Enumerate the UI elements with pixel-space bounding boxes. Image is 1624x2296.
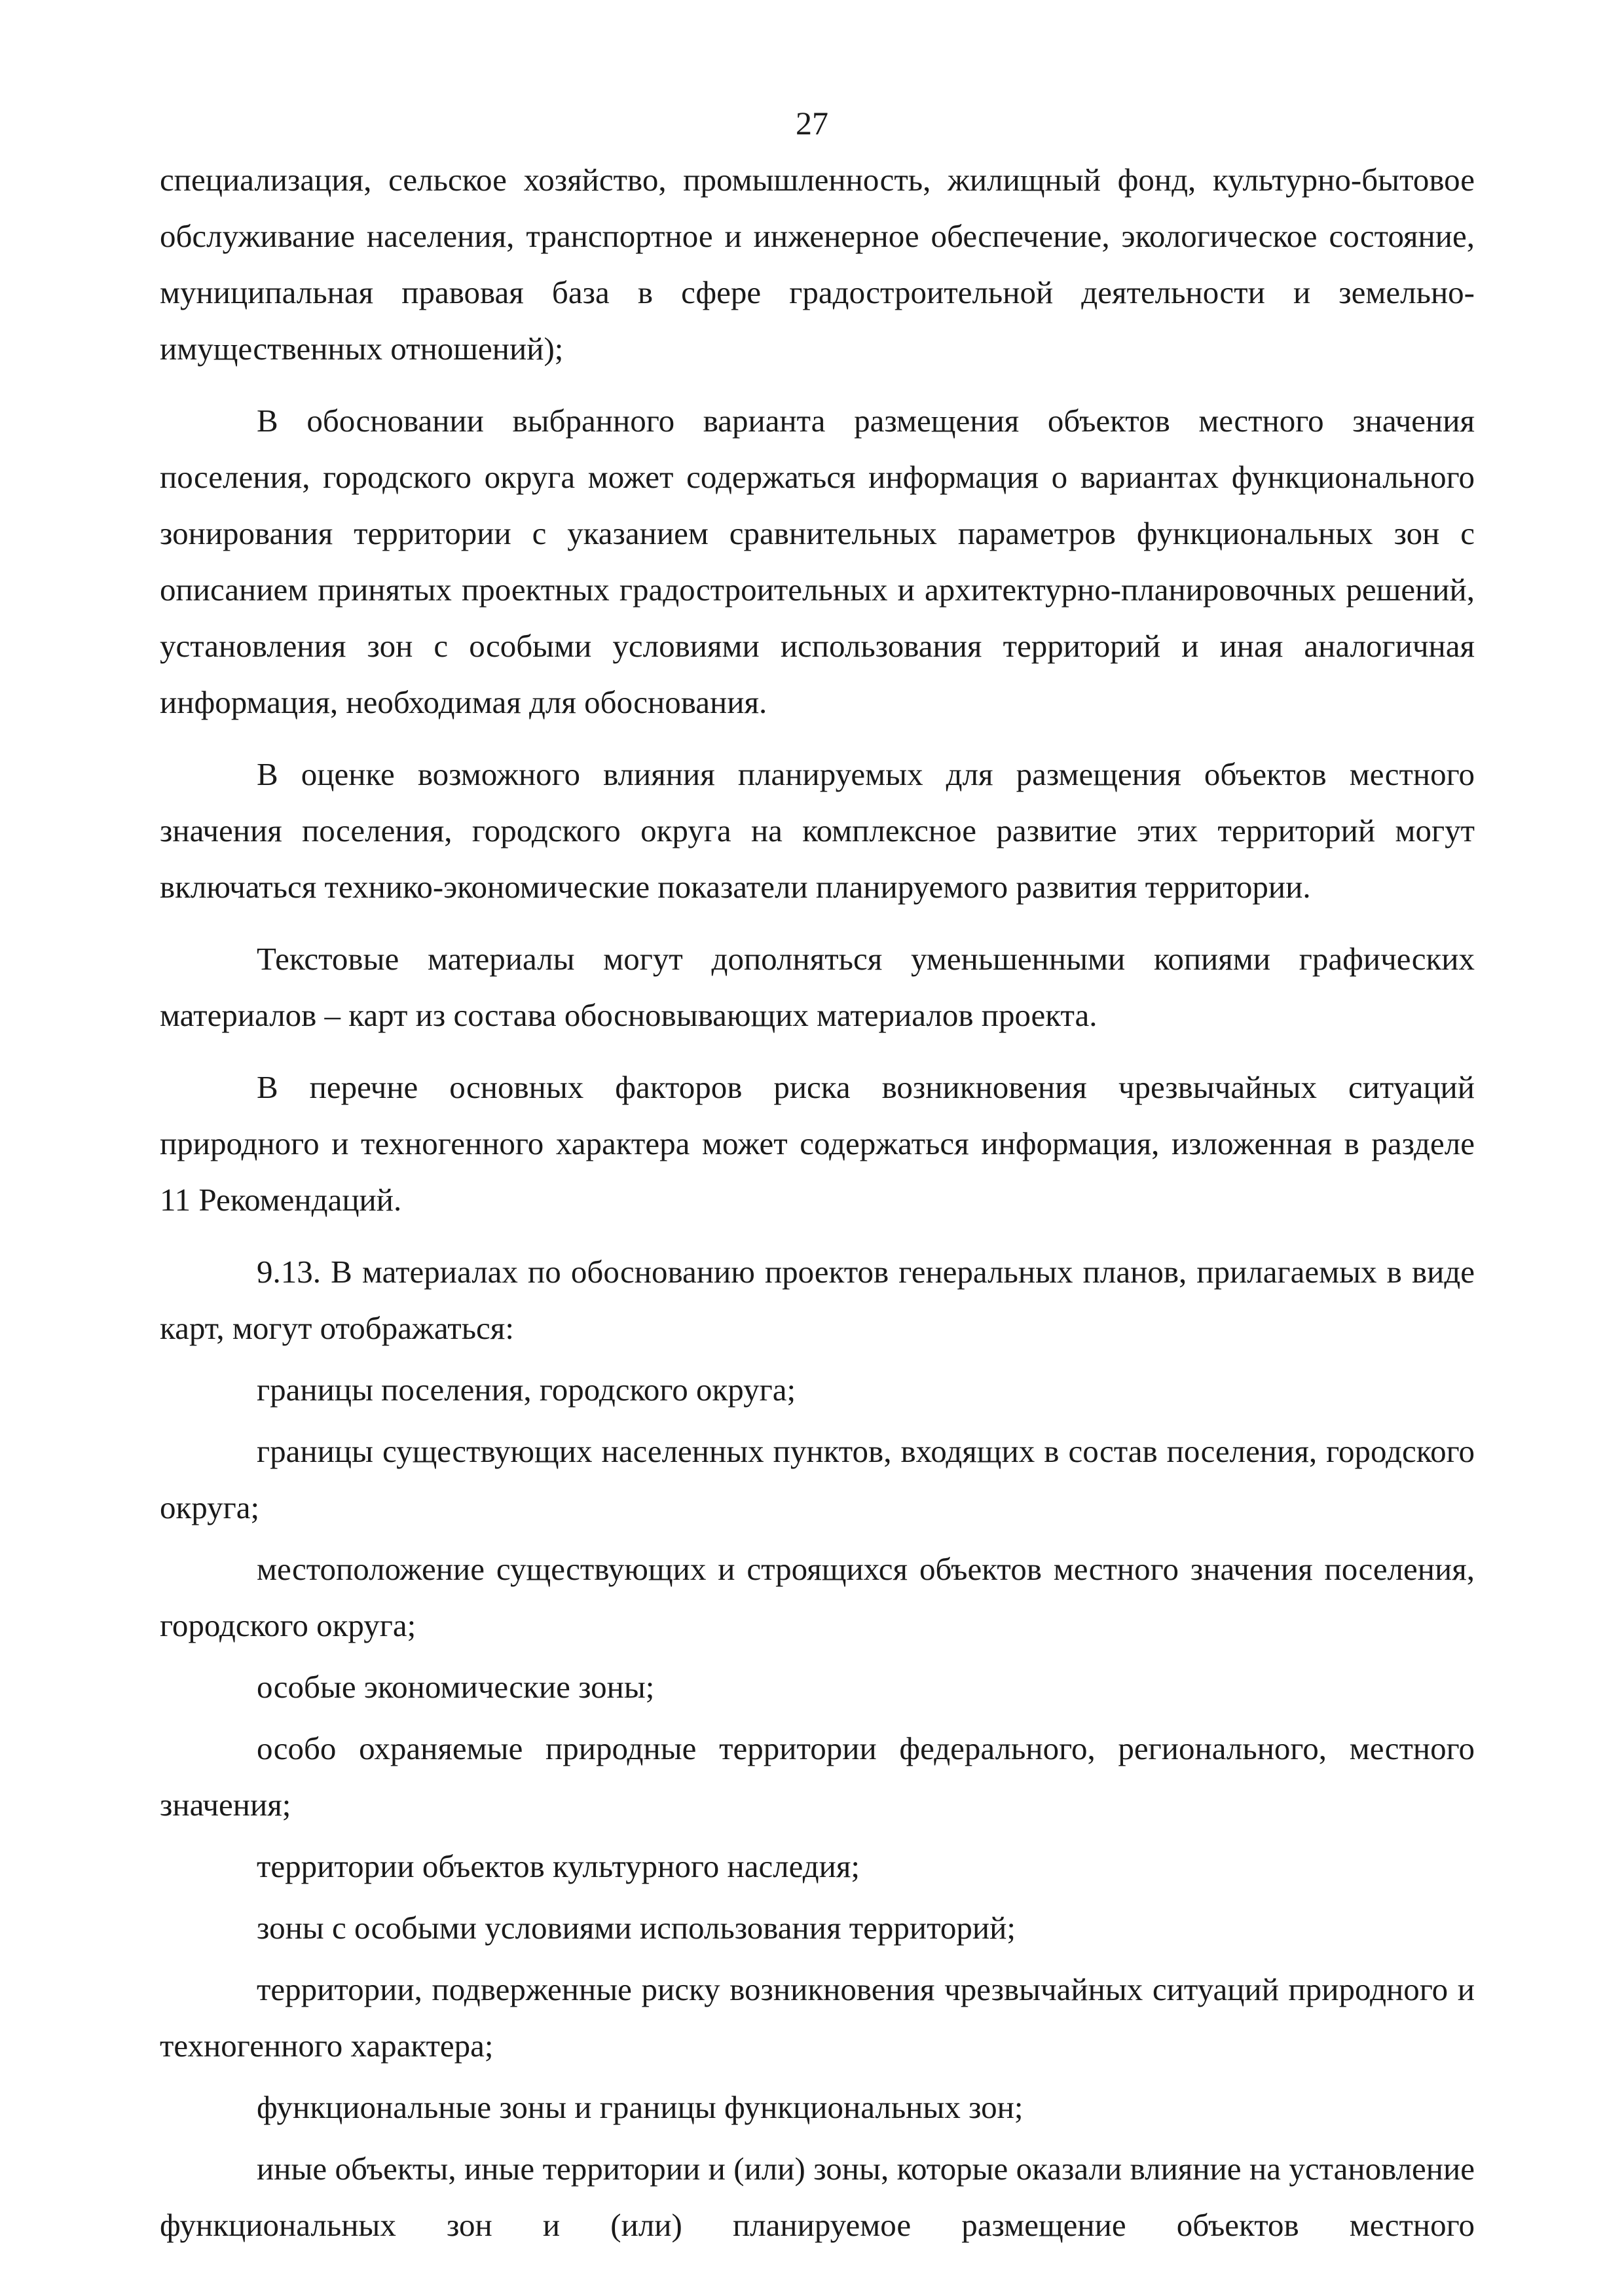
list-item: границы поселения, городского округа; xyxy=(257,1372,796,1408)
list-item: границы существующих населенных пунктов, входящих в состав поселения, городского округа; xyxy=(160,1433,1475,1525)
list-item: особые экономические зоны; xyxy=(257,1669,655,1705)
body-text xyxy=(160,152,1475,2253)
list-item: местоположение существующих и строящихся объектов местного значения поселения, городского округа; xyxy=(160,1551,1475,1643)
paragraph-risk-factors: В перечне основных факторов риска возникновения чрезвычайных ситуаций природного и техногенного характера может содержаться информация, изложенная в разделе 11 Рекомендаций. xyxy=(160,1069,1475,1218)
page-number: 27 xyxy=(796,105,828,141)
list-item: территории объектов культурного наследия; xyxy=(257,1848,860,1884)
paragraph-section-9-13: 9.13. В материалах по обоснованию проектов генеральных планов, прилагаемых в виде карт, могут отображаться: xyxy=(160,1254,1475,1346)
list-item: зоны с особыми условиями использования территорий; xyxy=(257,1910,1016,1946)
paragraph-impact-assessment: В оценке возможного влияния планируемых для размещения объектов местного значения поселения, городского округа на комплексное развитие этих территорий могут включаться технико-экономические показатели планируемого развития территории. xyxy=(160,756,1475,905)
list-item: особо охраняемые природные территории федерального, регионального, местного значения; xyxy=(160,1730,1475,1823)
list-item: территории, подверженные риску возникновения чрезвычайных ситуаций природного и техногенного характера; xyxy=(160,1971,1475,2064)
paragraph-text-materials: Текстовые материалы могут дополняться уменьшенными копиями графических материалов – карт из состава обосновывающих материалов проекта. xyxy=(160,941,1475,1033)
paragraph-justification: В обосновании выбранного варианта размещения объектов местного значения поселения, городского округа может содержаться информация о вариантах функционального зонирования территории с указанием сравнительных параметров функциональных зон с описанием принятых проектных градостроительных и архитектурно-планировочных решений, установления зон с особыми условиями использования территорий и иная аналогичная информация, необходимая для обоснования. xyxy=(160,403,1475,720)
list-item: функциональные зоны и границы функциональных зон; xyxy=(257,2089,1024,2125)
list-item: иные объекты, иные территории и (или) зоны, которые оказали влияние на установление функциональных зон и (или) планируемое размещение объектов местного xyxy=(160,2151,1475,2243)
paragraph-continuation: специализация, сельское хозяйство, промышленность, жилищный фонд, культурно-бытовое обслуживание населения, транспортное и инженерное обеспечение, экологическое состояние, муниципальная правовая база в сфере градостроительной деятельности и земельно-имущественных отношений); xyxy=(160,162,1475,367)
